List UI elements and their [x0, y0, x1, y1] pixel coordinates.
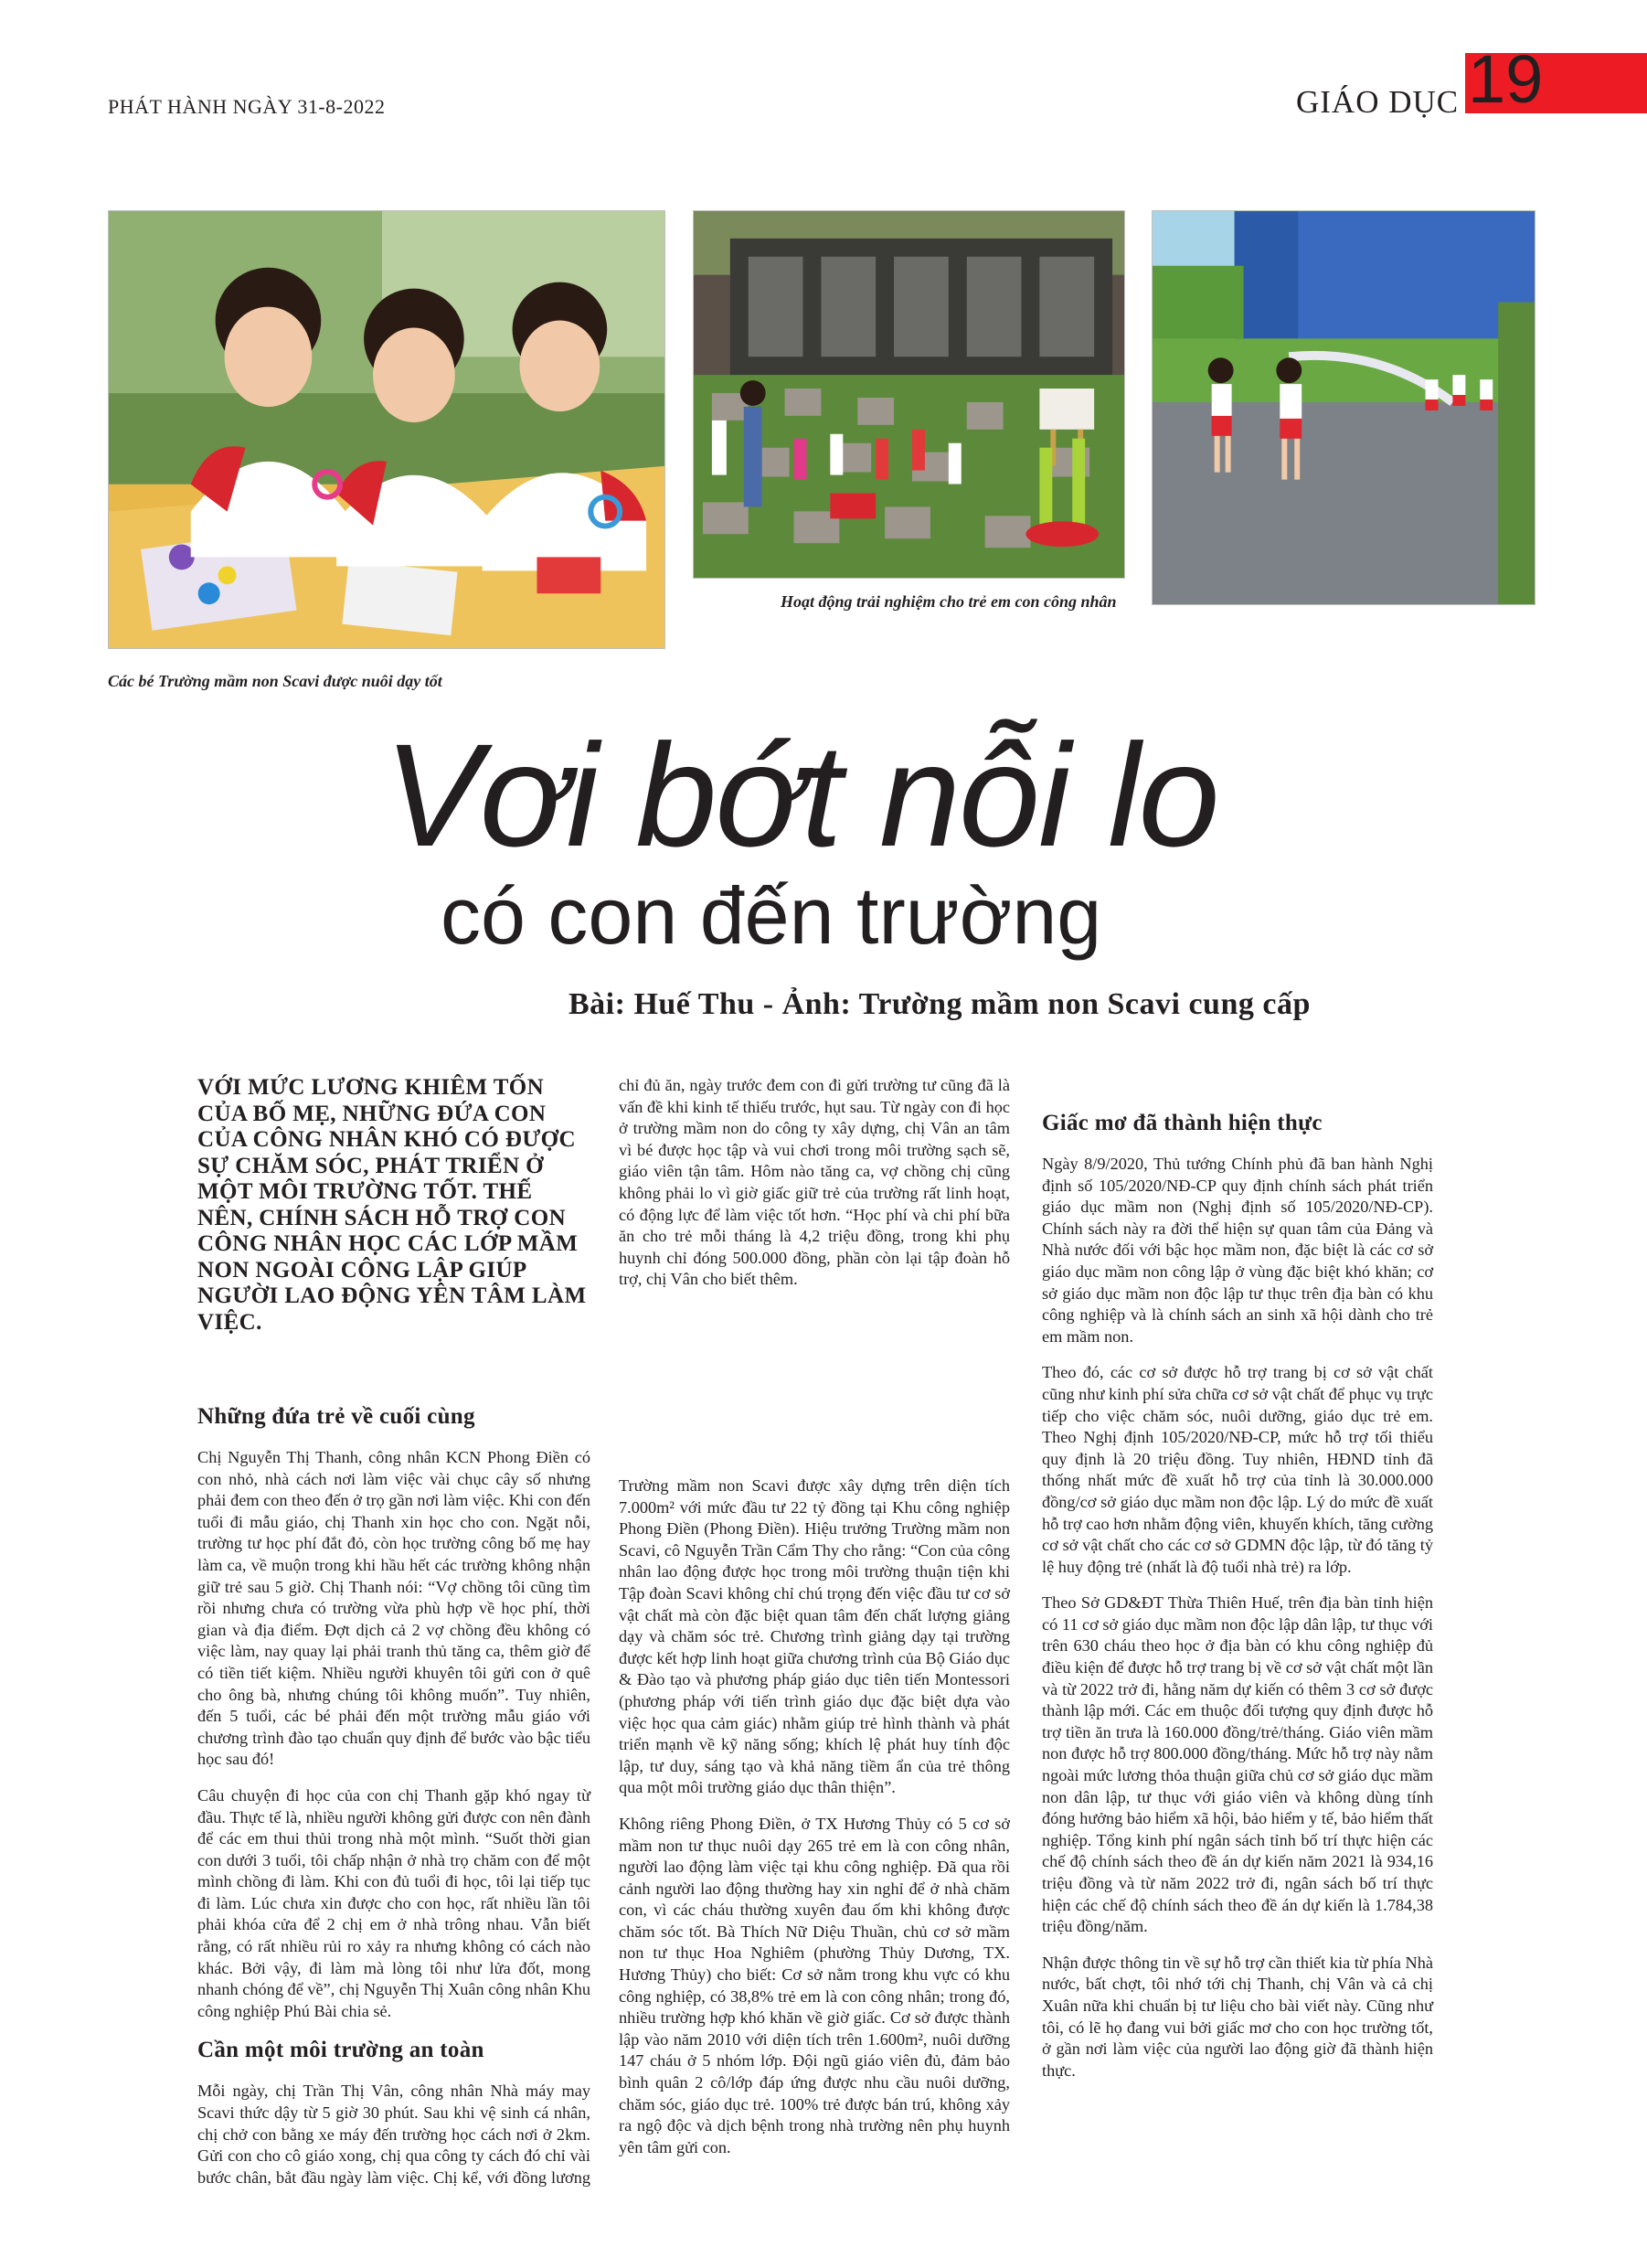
issue-date: PHÁT HÀNH NGÀY 31-8-2022 — [108, 95, 386, 118]
photo-children-running-image — [1153, 211, 1535, 604]
article-column-3 — [1042, 1075, 1433, 2096]
paragraph-8: Theo Sở GD&ĐT Thừa Thiên Huế, trên địa bàn tỉnh hiện có 11 cơ sở giáo dục mầm non độc lập dân lập, tư thục với trên 630 cháu theo học ở địa bàn có khu công nghiệp đủ điều kiện để được hỗ trợ trang bị về cơ sở vật chất một lần và từ 2022 trở đi, hằng năm dự kiến có thêm 3 cơ sở được thành lập mới. Các em thuộc đối tượng quy định được hỗ trợ tiền ăn trưa là 160.000 đồng/trẻ/tháng. Giáo viên mầm non được hỗ trợ 800.000 đồng/tháng. Mức hỗ trợ này nằm ngoài mức lương thỏa thuận giữa chủ cơ sở giáo dục mầm non dân lập, tư thục với giáo viên và không dùng tính đóng hưởng bảo hiểm xã hội, bảo hiểm y tế, bảo hiểm thất nghiệp. Tổng kinh phí ngân sách tỉnh bố trí thực hiện các chế độ chính sách theo đề án dự kiến năm 2021 là 934,16 triệu đồng và từ năm 2022 trở đi, ngân sách bố trí thực hiện các chế độ chính sách theo đề án dự kiến là 1.784,38 triệu đồng/năm. — [1042, 1593, 1433, 1936]
subheading-3: Giấc mơ đã thành hiện thực — [1042, 1111, 1323, 1135]
photo-children-running — [1152, 210, 1535, 605]
paragraph-5: Không riêng Phong Điền, ở TX Hương Thủy có 5 cơ sở mầm non tư thục nuôi dạy 265 trẻ em là con công nhân, người lao động làm việc tại khu công nghiệp. Đã qua rồi cảnh người lao động thường hay xin nghỉ để ở nhà chăm con, vì các cháu thường xuyên đau ốm khi không được chăm sóc tốt. Bà Thích Nữ Diệu Thuần, chủ cơ sở mầm non tư thục Hoa Nghiêm (phường Thủy Dương, TX. Hương Thủy) cho biết: Cơ sở nằm trong khu vực có khu công nghiệp, có 38,8% trẻ em là con công nhân; trong đó, nhiều trường hợp khó khăn về giờ giấc. Cơ sở được thành lập vào năm 2010 với diện tích trên 1.600m², nuôi dưỡng 147 cháu ở 5 nhóm lớp. Đội ngũ giáo viên đủ, đảm bảo bình quân 2 cô/lớp đáp ứng được nhu cầu nuôi dưỡng, chăm sóc, giáo dục trẻ. 100% trẻ được bán trú, không xảy ra ngộ độc và dịch bệnh trong nhà trường nên phụ huynh yên tâm gửi con. — [619, 1814, 1010, 2156]
photo-2-caption: Hoạt động trải nghiệm cho trẻ em con công nhân — [781, 592, 1117, 611]
paragraph-1: Chị Nguyễn Thị Thanh, công nhân KCN Phong Điền có con nhỏ, nhà cách nơi làm việc vài chục cây số nhưng phải đem con theo đến ở trọ gần nơi làm việc. Khi con đến tuổi đi mẫu giáo, chị Thanh xin học cho con. Ngặt nỗi, trường tư học phí đắt đỏ, còn học trường công bố mẹ hay làm ca, về muộn trong khi hầu hết các trường không nhận giữ trẻ sau 5 giờ. Chị Thanh nói: “Vợ chồng tôi cũng tìm rồi nhưng chưa có trường vừa phù hợp về học phí, thời gian và địa điểm. Đợt dịch cả 2 vợ chồng đều không có việc làm, nay quay lại phải tranh thủ tăng ca, thêm giờ để có tiền tiết kiệm. Nhiều người khuyên tôi gửi con ở quê cho ông bà, nhưng chúng tôi không muốn”. Tuy nhiên, đến 5 tuổi, các bé phải đến một trường mẫu giáo với chương trình đào tạo chuẩn quy định để bước vào bậc tiểu học sau đó! — [197, 1448, 590, 1769]
paragraph-3-continued — [619, 1075, 1010, 1461]
paragraph-3: Mỗi ngày, chị Trần Thị Vân, công nhân Nhà máy may Scavi thức dậy từ 5 giờ 30 phút. Sau khi vệ sinh cá nhân, chị chở con bằng xe máy đến trường học cách nơi ở 2km. Gửi con cho cô giáo xong, chị qua công ty cách đó chỉ vài bước chân, bắt đầu ngày làm việc. Chị kể, với đồng lương — [197, 2082, 590, 2187]
paragraph-7: Theo đó, các cơ sở được hỗ trợ trang bị cơ sở vật chất cũng như kinh phí sửa chữa cơ sở vật chất để phục vụ trực tiếp cho việc chăm sóc, nuôi dưỡng, giáo dục trẻ em. Theo Nghị định 105/2020/NĐ-CP, mức hỗ trợ tối thiểu quy định là 20 triệu đồng. Tuy nhiên, HĐND tỉnh đã thống nhất mức đề xuất hỗ trợ của tỉnh là 30.000.000 đồng/cơ sở giáo dục mầm non độc lập. Lý do mức đề xuất hỗ trợ cao hơn nhằm động viên, khuyến khích, tăng cường cơ sở vật chất cho các cơ sở GDMN độc lập, từ đó tăng tỷ lệ huy động trẻ (nhất là độ tuổi nhà trẻ) ra lớp. — [1042, 1363, 1433, 1576]
article-column-1 — [197, 1075, 590, 2188]
paragraph-6: Ngày 8/9/2020, Thủ tướng Chính phủ đã ban hành Nghị định số 105/2020/NĐ-CP quy định chính sách phát triển giáo dục mầm non (Nghị định số 105/2020/NĐ-CP). Chính sách này ra đời thể hiện sự quan tâm của Đảng và Nhà nước đối với bậc học mầm non, đặc biệt là các cơ sở giáo dục mầm non công lập ở vùng đặc biệt khó khăn; cơ sở giáo dục mầm non độc lập tư thục trên địa bàn có khu công nghiệp và là chính sách an sinh xã hội dành cho trẻ em mầm non. — [1042, 1155, 1433, 1346]
article-byline: Bài: Huế Thu - Ảnh: Trường mầm non Scavi cung cấp — [568, 987, 1311, 1021]
subheading-1: Những đứa trẻ về cuối cùng — [197, 1404, 475, 1429]
photo-outdoor-activity — [693, 210, 1125, 579]
article-lead: VỚI MỨC LƯƠNG KHIÊM TỐN CỦA BỐ MẸ, NHỮNG ĐỨA CON CỦA CÔNG NHÂN KHÓ CÓ ĐƯỢC SỰ CHĂM SÓC, PHÁT TRIỂN Ở MỘT MÔI TRƯỜNG TỐT. THẾ NÊN, CHÍNH SÁCH HỖ TRỢ CON CÔNG NHÂN HỌC CÁC LỚP MẦM NON NGOÀI CÔNG LẬP GIÚP NGƯỜI LAO ĐỘNG YÊN TÂM LÀM VIỆC. — [197, 1075, 587, 1335]
section-name: GIÁO DỤC — [1296, 84, 1460, 120]
paragraph-2: Câu chuyện đi học của con chị Thanh gặp khó ngay từ đầu. Thực tế là, nhiều người không gửi được con nên đành để các em thui thủi trong nhà một mình. “Suốt thời gian con dưới 3 tuổi, tôi chấp nhận ở nhà trọ chăm con để một mình chồng đi làm. Khi con đủ tuổi đi học, tôi lại tiếp tục đi làm. Lúc chưa xin được cho con học, rất nhiều lần tôi phải khóa cửa để 2 chị em ở nhà trông nhau. Vẫn biết rằng, có rất nhiều rủi ro xảy ra nhưng không có cách nào khác. Bởi vậy, đi làm mà lòng tôi như lửa đốt, mong nhanh chóng để về”, chị Nguyễn Thị Xuân công nhân Khu công nghiệp Phú Bài chia sẻ. — [197, 1785, 590, 2020]
paragraph-4: Trường mầm non Scavi được xây dựng trên diện tích 7.000m² với mức đầu tư 22 tỷ đồng tại Khu công nghiệp Phong Điền (Phong Điền). Hiệu trưởng Trường mầm non Scavi, cô Nguyễn Trần Cẩm Thy cho rằng: “Con của công nhân lao động được học trong môi trường thuận tiện khi Tập đoàn Scavi không chỉ chú trọng đến việc đầu tư cơ sở vật chất mà còn đặc biệt quan tâm đến chất lượng giảng dạy và chăm sóc trẻ. Chương trình giảng dạy tại trường được kết hợp linh hoạt giữa chương trình của Bộ Giáo dục & Đào tạo và phương pháp giáo dục tiên tiến Montessori (phương pháp với tiến trình giáo dục đặc biệt dựa vào việc học qua cảm giác) nhằm giúp trẻ hình thành và phát triển mạnh về kỹ năng sống; khích lệ phát huy tính độc lập, tư duy, sáng tạo và khả năng tiềm ẩn của trẻ thông qua một môi trường giáo dục thân thiện”. — [619, 1476, 1010, 1797]
photo-children-crafts — [108, 210, 665, 649]
article-column-2 — [619, 1075, 1010, 2268]
article-title-line-2: có con đến trường — [441, 870, 1102, 961]
photo-1-caption: Các bé Trường mầm non Scavi được nuôi dạy tốt — [108, 672, 442, 690]
paragraph-3-overflow: chỉ đủ ăn, ngày trước đem con đi gửi trường tư cũng đã là vấn đề khi kinh tế thiếu trước, hụt sau. Từ ngày con đi học ở trường mầm non do công ty xây dựng, chị Vân an tâm vì bé được học tập và vui chơi trong môi trường sạch sẽ, giáo viên tận tâm. Hôm nào tăng ca, vợ chồng chị cũng không phải lo vì giờ giấc giữ trẻ của trường rất linh hoạt, có động lực để làm việc tốt hơn. “Học phí và chi phí bữa ăn cho trẻ mỗi tháng là 4,2 triệu đồng, trong khi phụ huynh chỉ đóng 500.000 đồng, phần còn lại tập đoàn hỗ trợ, chị Vân cho biết thêm. — [619, 1075, 1010, 1289]
article-title-line-1: Vơi bớt nỗi lo — [384, 713, 1218, 877]
subheading-2: Cần một môi trường an toàn — [197, 2038, 484, 2063]
page-number: 19 — [1468, 41, 1544, 117]
photo-outdoor-activity-image — [694, 211, 1124, 578]
paragraph-9: Nhận được thông tin về sự hỗ trợ cần thiết kia từ phía Nhà nước, bất chợt, tôi nhớ tới chị Thanh, chị Vân và cả chị Xuân nữa khi chuẩn bị tư liệu cho bài viết này. Cũng như tôi, có lẽ họ đang vui bởi giấc mơ cho con học trường tốt, ở gần nơi làm việc của người lao động giờ đã thành hiện thực. — [1042, 1953, 1433, 2080]
paragraph-5-continued — [1042, 1075, 1433, 1097]
photo-children-crafts-image — [109, 211, 664, 648]
